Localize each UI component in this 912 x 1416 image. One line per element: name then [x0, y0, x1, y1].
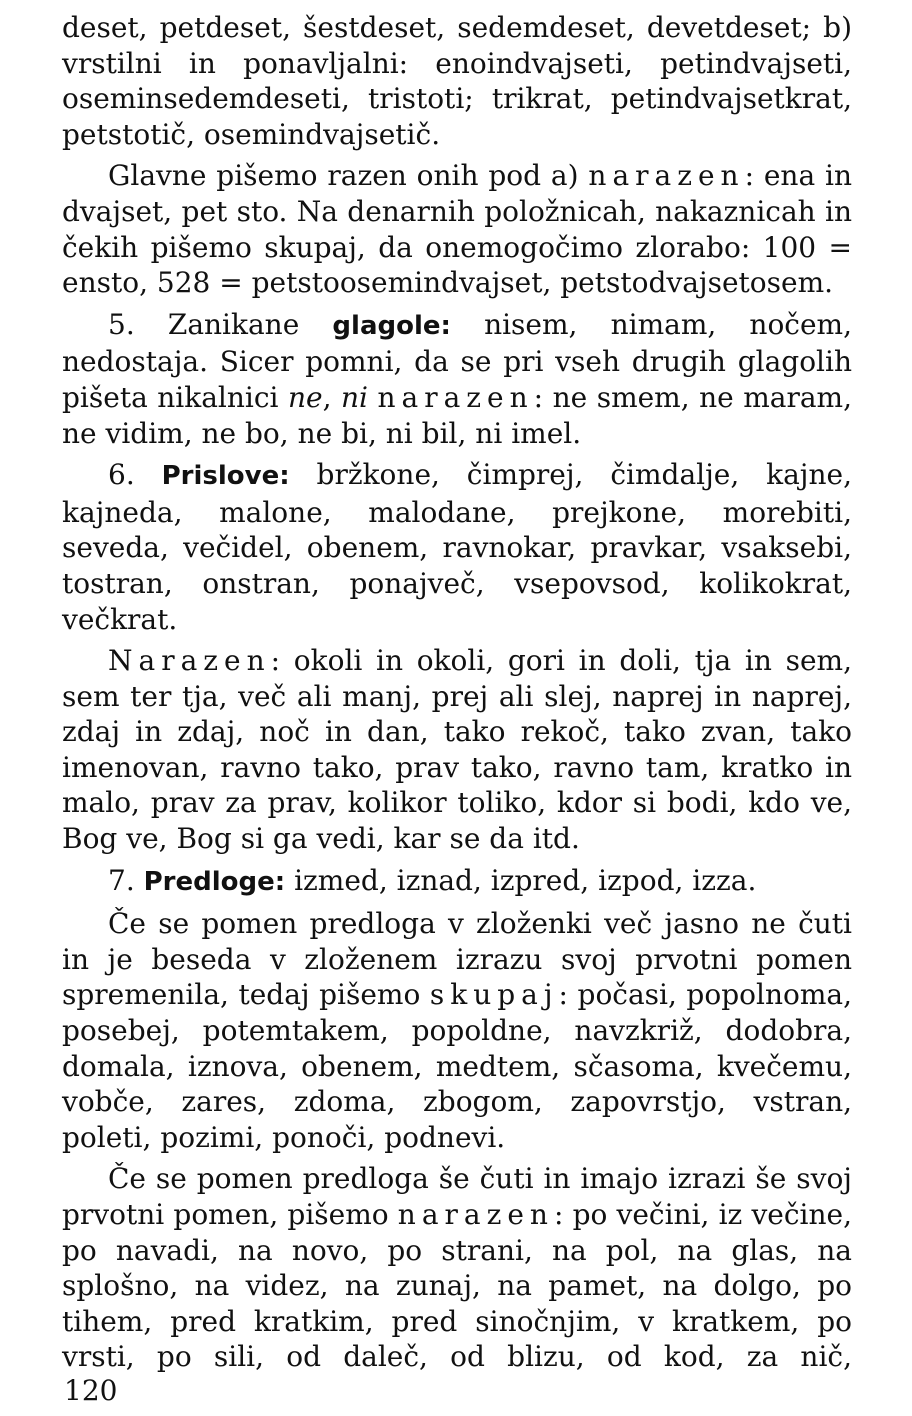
- paragraph-text: : ne smem, ne maram, ne vidim, ne bo, ne bi, ni bil, ni imel.: [62, 380, 852, 450]
- section-number: 5.: [108, 307, 135, 341]
- paragraph-text: : počasi, popolnoma, posebej, potemtakem, popoldne, navzkriž, dodobra, domala, iznova, obenem, medtem, sčasoma, kvečemu, vobče, zares, zdoma, zbogom, zapovrstjo, vstran, poleti, pozimi, ponoči, podnevi.: [62, 978, 852, 1154]
- paragraph-adverbs-separate: [62, 643, 852, 857]
- paragraph-text: : okoli in okoli, gori in doli, tja in sem, sem ter tja, več ali manj, prej ali slej, naprej in naprej, zdaj in zdaj, noč in dan, tako rekoč, tako zvan, tako imenovan, ravno tako, prav tako, ravno tam, kratko in malo, prav za prav, kolikor toliko, kdor si bodi, kdo ve, Bog ve, Bog si ga vedi, kar se da itd.: [62, 644, 852, 856]
- paragraph-text: nisem, nimam, nočem, nedostaja. Sicer pomni, da se pri vseh drugih glagolih pišeta nikalnici: [62, 307, 853, 414]
- paragraph-text: bržkone, čimprej, čimdalje, kajne, kajneda, malone, malodane, prejkone, morebiti, seveda, večidel, obenem, ravnokar, pravkar, vsaksebi, tostran, onstran, ponajveč, vsepovsod, kolikokrat, večkrat.: [62, 458, 852, 636]
- section-heading: Prislove:: [161, 461, 290, 492]
- paragraph-text: : ena in dvajset, pet sto. Na denarnih položnicah, nakaznicah in čekih pišemo skupaj, da onemogočimo zlorabo: 100 = ensto, 528 = petstoosemindvajset, petstodvajsetosem.: [62, 159, 852, 300]
- paragraph-text: ,: [322, 380, 341, 414]
- paragraph-cardinal-separate: [62, 158, 852, 300]
- paragraph-numerals-continued: [62, 10, 852, 152]
- paragraph-text: Zanikane: [167, 307, 333, 341]
- spaced-emphasis: narazen: [397, 1198, 554, 1231]
- section-heading: glagole:: [332, 310, 451, 341]
- paragraph-text: deset, petdeset, šestdeset, sedemdeset, devetdeset; b) vrstilni in ponavljalni: enoindvajseti, petindvajseti, oseminsedemdeseti, tristoti; trikrat, petindvajsetkrat, petstotič, osemindvajsetič.: [62, 11, 852, 151]
- book-page: [62, 10, 852, 1375]
- paragraph-text: Če se pomen predloga v zloženki več jasno ne čuti in je beseda v zloženem izrazu svoj prvotni pomen spremenila, tedaj pišemo: [62, 907, 852, 1012]
- section-heading: Predloge:: [143, 866, 286, 897]
- paragraph-text: : po večini, iz večine, po navadi, na novo, po strani, na pol, na glas, na splošno, na videz, na zunaj, na pamet, na dolgo, po tihem, pred kratkim, pred sinočnjim, v kratkem, po vrsti, po sili, od daleč, od blizu, od kod, za nič,: [62, 1198, 852, 1374]
- italic-term: ne: [287, 380, 323, 414]
- section-5-verbs: [62, 307, 852, 451]
- paragraph-prepositions-together: [62, 906, 852, 1155]
- page-number: 120: [64, 1374, 118, 1407]
- section-7-prepositions: [62, 863, 852, 901]
- section-6-adverbs: [62, 457, 852, 637]
- section-number: 6.: [108, 458, 135, 492]
- spaced-emphasis: skupaj: [429, 978, 559, 1012]
- paragraph-text: Glavne pišemo razen onih pod a): [108, 159, 589, 193]
- spaced-emphasis: narazen: [377, 380, 534, 414]
- spaced-emphasis: narazen: [588, 159, 745, 193]
- paragraph-text: [368, 381, 378, 414]
- paragraph-text: Če se pomen predloga še čuti in imajo izrazi še svoj prvotni pomen, pišemo: [62, 1162, 852, 1231]
- section-number: 7.: [108, 863, 135, 897]
- spaced-emphasis: Narazen: [108, 644, 271, 678]
- paragraph-prepositions-separate: [62, 1161, 852, 1375]
- paragraph-text: izmed, iznad, izpred, izpod, izza.: [285, 863, 757, 897]
- italic-term: ni: [341, 380, 368, 414]
